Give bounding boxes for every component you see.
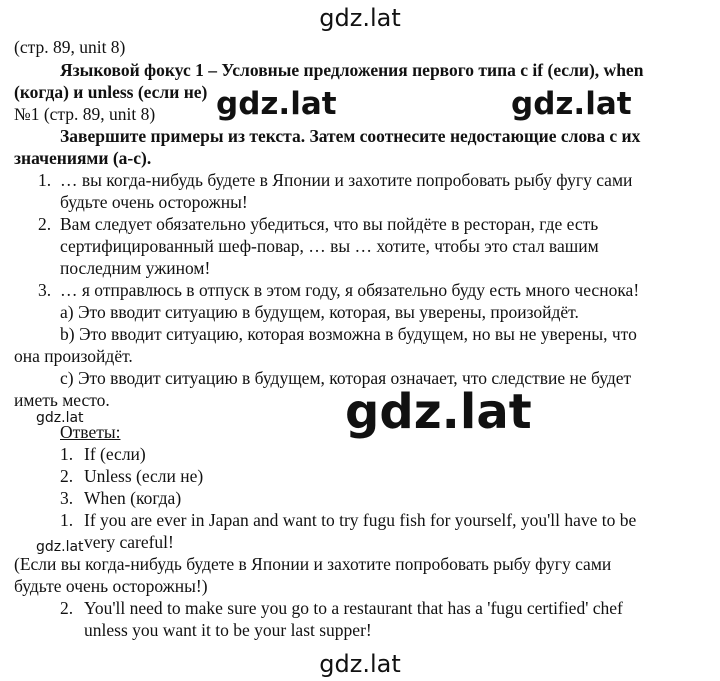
item-2-line1: Вам следует обязательно убедиться, что вы пойдёте в ресторан, где есть	[60, 214, 599, 234]
answer-sentence-2-line2: unless you want it to be your last supper!	[84, 620, 372, 640]
answer-sentence-1-line2: very careful!	[84, 532, 174, 552]
answer-number: 3.	[60, 488, 74, 508]
item-3-line1: … я отправлюсь в отпуск в этом году, я обязательно буду есть много чеснока!	[60, 280, 640, 300]
answer-word-2: Unless (если не)	[84, 466, 204, 486]
watermark-large: gdz.lat	[345, 384, 532, 440]
watermark-small: gdz.lat	[36, 410, 84, 426]
section-title-line2: (когда) и unless (если не)	[14, 82, 208, 102]
meaning-c-line1: c) Это вводит ситуацию в будущем, которая означает, что следствие не будет	[60, 368, 632, 388]
answer-number: 1.	[60, 510, 74, 530]
meaning-b-line1: b) Это вводит ситуацию, которая возможна в будущем, но вы не уверены, что	[60, 324, 637, 344]
meaning-b-line2: она произойдёт.	[14, 346, 133, 366]
item-1-line2: будьте очень осторожны!	[60, 192, 248, 212]
answer-sentence-2-line1: You'll need to make sure you go to a restaurant that has a 'fugu certified' chef	[84, 598, 623, 618]
answer-sentence-1-line1: If you are ever in Japan and want to try fugu fish for yourself, you'll have to be	[84, 510, 637, 530]
item-number: 3.	[38, 280, 52, 300]
item-number: 2.	[38, 214, 52, 234]
watermark-small: gdz.lat	[36, 539, 84, 555]
answer-number: 2.	[60, 598, 74, 618]
item-number: 1.	[38, 170, 52, 190]
translation-line2: будьте очень осторожны!)	[14, 576, 208, 596]
exercise-number: №1 (стр. 89, unit 8)	[14, 104, 156, 124]
item-2-line2: сертифицированный шеф-повар, … вы … хотите, чтобы это стал вашим	[60, 236, 599, 256]
meaning-a: a) Это вводит ситуацию в будущем, которая, вы уверены, произойдёт.	[60, 302, 579, 322]
meaning-c-line2: иметь место.	[14, 390, 110, 410]
item-2-line3: последним ужином!	[60, 258, 211, 278]
task-line1: Завершите примеры из текста. Затем соотнесите недостающие слова с их	[60, 126, 641, 146]
answers-heading: Ответы:	[60, 422, 121, 442]
answer-number: 2.	[60, 466, 74, 486]
watermark-mid-left: gdz.lat	[216, 86, 337, 122]
page-reference: (стр. 89, unit 8)	[14, 37, 126, 57]
answer-word-1: If (если)	[84, 444, 146, 464]
section-title-line1: Языковой фокус 1 – Условные предложения первого типа с if (если), when	[60, 60, 644, 80]
watermark-mid-right: gdz.lat	[511, 86, 632, 122]
answer-number: 1.	[60, 444, 74, 464]
task-line2: значениями (a-c).	[14, 148, 152, 168]
watermark-bottom: gdz.lat	[319, 650, 401, 678]
item-1-line1: … вы когда-нибудь будете в Японии и захотите попробовать рыбу фугу сами	[60, 170, 633, 190]
watermark-top: gdz.lat	[319, 4, 401, 32]
translation-line1: (Если вы когда-нибудь будете в Японии и захотите попробовать рыбу фугу сами	[14, 554, 612, 574]
answer-word-3: When (когда)	[84, 488, 182, 508]
